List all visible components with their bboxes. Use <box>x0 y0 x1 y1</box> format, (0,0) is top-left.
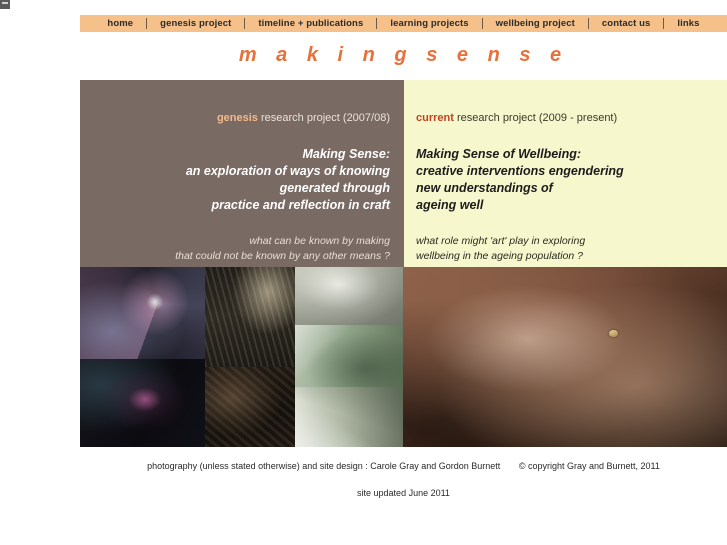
genesis-panel-eyebrow <box>94 112 390 124</box>
footer-updated: site updated June 2011 <box>357 488 450 498</box>
current-panel-eyebrow <box>416 112 713 124</box>
genesis-headline-line-1: Making Sense: <box>302 147 390 161</box>
current-panel-headline <box>416 146 713 214</box>
genesis-panel-headline <box>94 146 390 214</box>
current-question-line-2: wellbeing in the ageing population ? <box>416 250 583 262</box>
mosaic-image-glowing-filaments-dark[interactable] <box>80 359 205 447</box>
genesis-question-line-2: that could not be known by any other means ? <box>175 250 390 262</box>
genesis-panel-eyebrow-strong: genesis <box>216 112 258 124</box>
wedding-ring-detail <box>609 330 618 337</box>
mosaic-image-glass-shard-edge[interactable] <box>295 387 403 447</box>
nav-item-learning-projects[interactable]: learning projects <box>390 18 469 29</box>
project-panels <box>80 80 727 267</box>
genesis-headline-line-4: practice and reflection in craft <box>211 198 390 212</box>
current-headline-line-3: new understandings of <box>416 181 553 195</box>
current-question-line-1: what role might 'art' play in exploring <box>416 235 586 247</box>
browser-top-strip <box>0 0 727 12</box>
genesis-panel-eyebrow-rest: research project (2007/08) <box>257 112 390 124</box>
mosaic-image-dark-rock-texture[interactable] <box>205 367 295 447</box>
current-headline-line-4: ageing well <box>416 198 484 212</box>
nav-item-contact-us[interactable]: contact us <box>601 18 651 29</box>
site-title: m a k i n g s e n s e <box>238 44 569 66</box>
mosaic-column-2 <box>205 267 295 447</box>
nav-item-wellbeing-project[interactable]: wellbeing project <box>495 18 575 29</box>
page-footer <box>80 460 727 500</box>
mosaic-image-pale-stone-form[interactable] <box>295 267 403 325</box>
page-corner-artifact <box>0 0 10 9</box>
nav-item-genesis-project[interactable]: genesis project <box>160 18 232 29</box>
panel-current-project[interactable] <box>404 80 727 267</box>
mosaic-column-4 <box>403 267 727 447</box>
mosaic-image-ceramic-specks-grid[interactable] <box>205 267 295 367</box>
mosaic-image-fibre-optic-light-abstract[interactable] <box>80 267 205 359</box>
current-headline-line-2: creative interventions engendering <box>416 164 624 178</box>
genesis-question-line-1: what can be known by making <box>249 235 390 247</box>
current-headline-line-1: Making Sense of Wellbeing: <box>416 147 582 161</box>
main-navigation <box>80 15 727 32</box>
footer-credit: photography (unless stated otherwise) and site design : Carole Gray and Gordon Burnett <box>147 461 501 471</box>
genesis-panel-question <box>94 234 390 264</box>
mosaic-column-1 <box>80 267 205 447</box>
nav-item-links[interactable]: links <box>677 18 700 29</box>
mosaic-image-elderly-clasped-hands[interactable] <box>403 267 727 447</box>
current-panel-eyebrow-rest: research project (2009 - present) <box>453 112 618 124</box>
current-panel-question <box>416 234 713 264</box>
footer-copyright: © copyright Gray and Burnett, 2011 <box>518 461 660 471</box>
panel-genesis-project[interactable] <box>80 80 404 267</box>
mosaic-image-green-folded-surface[interactable] <box>295 325 403 387</box>
current-panel-eyebrow-strong: current <box>416 112 454 124</box>
footer-credit-line <box>80 460 727 473</box>
nav-item-home[interactable]: home <box>107 18 134 29</box>
genesis-headline-line-3: generated through <box>279 181 390 195</box>
mosaic-column-3 <box>295 267 403 447</box>
nav-item-timeline-publications[interactable]: timeline + publications <box>258 18 364 29</box>
genesis-headline-line-2: an exploration of ways of knowing <box>185 164 390 178</box>
main-content <box>80 80 727 447</box>
image-mosaic <box>80 267 727 447</box>
